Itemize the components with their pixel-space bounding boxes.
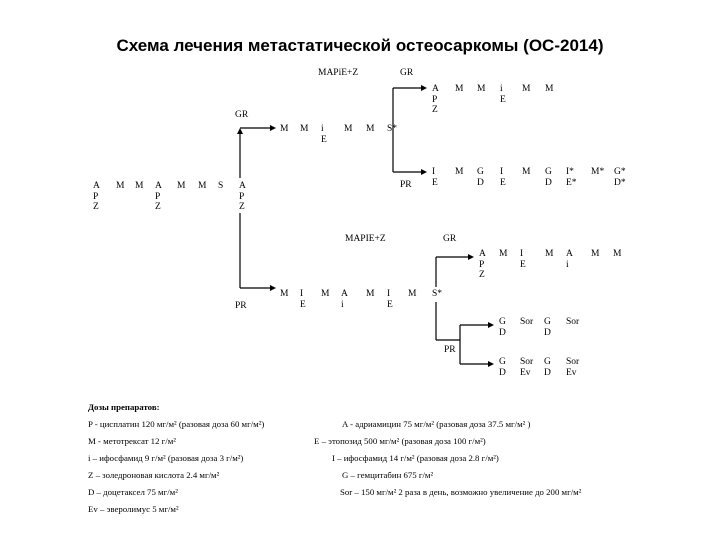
initial-phase-drug: A P Z	[155, 181, 162, 212]
pr-sub-pr-drug: G D	[499, 317, 506, 338]
gr-sub-header: MAPiE+Z	[318, 68, 359, 78]
pr-sub-gr-drug: A P Z	[479, 249, 486, 280]
pr-sub-pr-drug: G D	[544, 317, 551, 338]
pr-branch-drug: I E	[300, 289, 306, 310]
dosing-entry-right: Sor – 150 мг/м² 2 раза в день, возможно увеличение до 200 мг/м²	[340, 487, 582, 497]
dosing-row	[88, 436, 688, 447]
gr-sub-pr-drug: G D	[477, 167, 484, 188]
pr-branch-drug: M	[408, 289, 417, 299]
gr-branch-drug: M	[366, 124, 375, 134]
page-title: Схема лечения метастатической остеосаркомы (ОС-2014)	[116, 36, 604, 55]
initial-phase-drug: M	[116, 181, 125, 191]
pr-sub-gr-drug: M	[499, 249, 508, 259]
gr-sub-pr-drug: G* D*	[614, 167, 626, 188]
initial-phase-drug: A P Z	[239, 181, 246, 212]
gr-sub-good-response-label: GR	[400, 68, 414, 78]
arrow-head	[421, 169, 427, 175]
pr-sub-pr-drug: Sor Ev	[520, 357, 534, 378]
arrow-head	[488, 322, 494, 328]
pr-sub-poor-response-label: PR	[444, 345, 456, 355]
pr-sub-header: MAPIE+Z	[345, 234, 386, 244]
initial-phase-drug: S	[218, 181, 224, 191]
dosing-entry-left: Z – золедроновая кислота 2.4 мг/м²	[88, 470, 220, 480]
dosing-entry-left: Ev – эверолимус 5 мг/м²	[88, 504, 179, 514]
pr-sub-good-response-label: GR	[443, 234, 457, 244]
dosing-row	[88, 470, 688, 481]
gr-sub-gr-drug: M	[522, 84, 531, 94]
pr-branch-drug: S*	[432, 289, 443, 299]
gr-sub-pr-drug: G D	[545, 167, 552, 188]
dosing-row	[88, 453, 688, 464]
gr-branch-drug: M	[280, 124, 289, 134]
good-response-label: GR	[235, 110, 249, 120]
gr-sub-gr-drug: i E	[500, 84, 506, 105]
dosing-row	[88, 504, 688, 515]
gr-sub-pr-drug: M	[522, 167, 531, 177]
gr-branch-drug: M	[300, 124, 309, 134]
gr-sub-pr-drug: M*	[591, 167, 605, 177]
arrow-head	[468, 254, 474, 260]
arrow-head	[488, 361, 494, 367]
dosing-entry-left: P - цисплатин 120 мг/м² (разовая доза 60 мг/м²)	[88, 419, 265, 429]
gr-branch-drug: M	[344, 124, 353, 134]
gr-sub-pr-drug: M	[455, 167, 464, 177]
initial-phase-drug: M	[135, 181, 144, 191]
dosing-row	[88, 419, 688, 430]
pr-branch-drug: M	[366, 289, 375, 299]
pr-sub-gr-drug: A i	[566, 249, 573, 270]
dosing-entry-left: D – доцетаксел 75 мг/м²	[88, 487, 178, 497]
poor-response-label: PR	[235, 301, 247, 311]
pr-sub-pr-drug: Sor Ev	[566, 357, 580, 378]
pr-branch-drug: M	[321, 289, 330, 299]
dosing-entry-right: G – гемцитабин 675 г/м²	[342, 470, 434, 480]
initial-phase-drug: A P Z	[93, 181, 100, 212]
dosing-entry-right: A - адриамицин 75 мг/м² (разовая доза 37.5 мг/м² )	[342, 419, 531, 429]
pr-sub-gr-drug: I E	[520, 249, 526, 270]
pr-branch-drug: I E	[387, 289, 393, 310]
initial-phase-drug: M	[177, 181, 186, 191]
initial-phase-drug: M	[198, 181, 207, 191]
gr-sub-pr-drug: I E	[500, 167, 506, 188]
gr-sub-gr-drug: M	[545, 84, 554, 94]
gr-branch-drug: S*	[387, 124, 398, 134]
gr-sub-gr-drug: M	[477, 84, 486, 94]
pr-sub-gr-drug: M	[613, 249, 622, 259]
dosing-entry-left: i – ифосфамид 9 г/м² (разовая доза 3 г/м²)	[88, 453, 244, 463]
arrow-head	[237, 128, 243, 134]
pr-branch-drug: M	[280, 289, 289, 299]
gr-sub-poor-response-label: PR	[400, 180, 412, 190]
gr-branch-drug: i E	[321, 124, 327, 145]
pr-branch-drug: A i	[341, 289, 348, 310]
pr-sub-pr-drug: G D	[499, 357, 506, 378]
dosing-entry-right: I – ифосфамид 14 г/м² (разовая доза 2.8 г/м²)	[332, 453, 499, 463]
pr-sub-pr-drug: G D	[544, 357, 551, 378]
arrow-head	[421, 85, 427, 91]
gr-sub-gr-drug: A P Z	[432, 84, 439, 115]
gr-sub-pr-drug: I E	[432, 167, 438, 188]
dosing-heading: Дозы препаратов:	[88, 402, 160, 412]
pr-sub-pr-drug: Sor	[520, 317, 534, 327]
dosing-row	[88, 487, 688, 498]
arrow-head	[270, 285, 276, 291]
gr-sub-pr-drug: I* E*	[566, 167, 577, 188]
pr-sub-pr-drug: Sor	[566, 317, 580, 327]
dosing-entry-right: E – этопозид 500 мг/м² (разовая доза 100 г/м²)	[314, 436, 486, 446]
dosing-entry-left: M - метотрексат 12 г/м²	[88, 436, 176, 446]
pr-sub-gr-drug: M	[545, 249, 554, 259]
pr-sub-gr-drug: M	[591, 249, 600, 259]
gr-sub-gr-drug: M	[455, 84, 464, 94]
arrow-head	[270, 125, 276, 131]
